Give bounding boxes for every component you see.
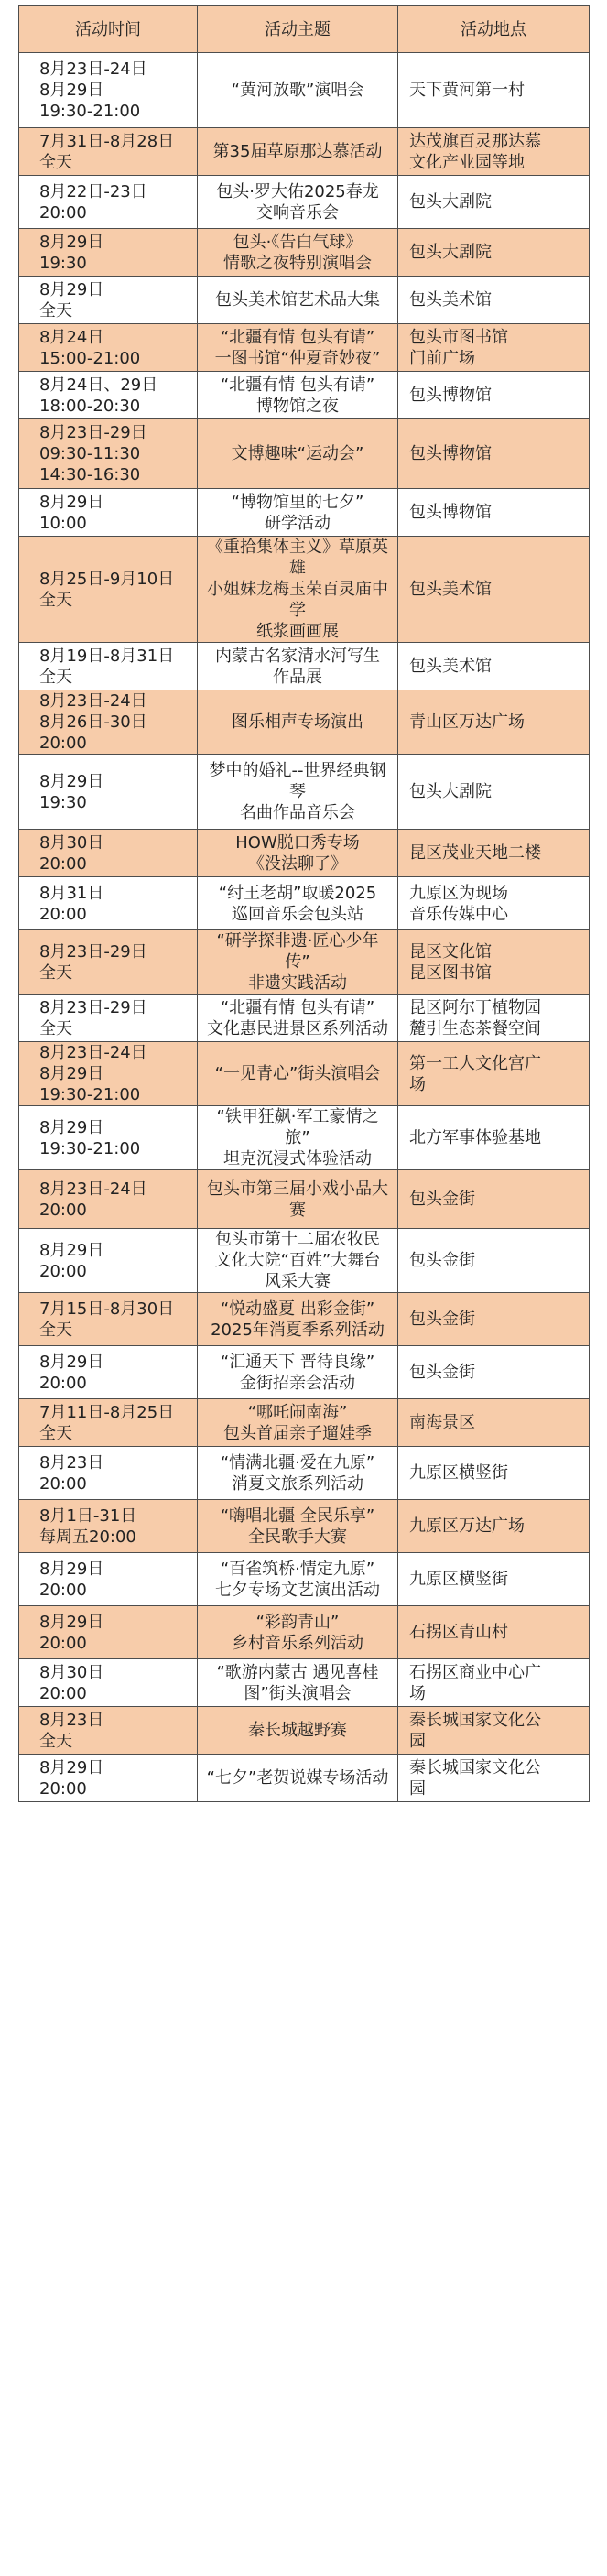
table-row — [19, 372, 590, 419]
cell-theme-line: 金街招亲会活动 — [240, 1373, 355, 1393]
cell-time — [19, 1106, 198, 1170]
cell-time-line: 20:00 — [39, 1261, 87, 1281]
cell-time — [19, 1346, 198, 1399]
cell-theme-line: 第35届草原那达慕活动 — [212, 142, 383, 161]
cell-place — [398, 1755, 590, 1802]
cell-time — [19, 419, 198, 489]
cell-time — [19, 1500, 198, 1553]
cell-time-line: 8月29日 — [39, 1352, 104, 1372]
cell-time-line: 全天 — [39, 300, 72, 321]
cell-theme-line: 全民歌手大赛 — [248, 1527, 347, 1547]
cell-place — [398, 1500, 590, 1553]
cell-theme — [198, 1293, 398, 1346]
cell-time-line: 8月29日 — [39, 1612, 104, 1632]
cell-theme-line: 坦克沉浸式体验活动 — [223, 1149, 372, 1168]
cell-place-line: 包头大剧院 — [409, 243, 492, 262]
cell-theme-line: “博物馆里的七夕” — [231, 492, 364, 512]
cell-theme — [198, 419, 398, 489]
cell-theme — [198, 1229, 398, 1293]
cell-theme-line: 包头市第十二届农牧民 — [215, 1230, 380, 1249]
cell-time — [19, 128, 198, 176]
cell-time-line: 8月29日 — [39, 1757, 104, 1777]
cell-theme-line: 包头·罗大佑2025春龙 — [216, 181, 379, 201]
cell-theme — [198, 1500, 398, 1553]
cell-time-line: 7月15日-8月30日 — [39, 1299, 175, 1319]
cell-theme — [198, 537, 398, 643]
table-row — [19, 690, 590, 755]
cell-theme-line: 包头·《告白气球》 — [233, 232, 363, 252]
cell-time — [19, 1170, 198, 1229]
cell-theme-line: 非遗实践活动 — [248, 973, 347, 993]
cell-theme-line: 一图书馆“仲夏奇妙夜” — [214, 348, 381, 368]
cell-theme-line: 乡村音乐系列活动 — [232, 1633, 363, 1653]
cell-theme-line: 文博趣味“运动会” — [231, 444, 364, 463]
cell-time — [19, 995, 198, 1042]
cell-theme-line: 旅” — [285, 1128, 310, 1147]
cell-place — [398, 1293, 590, 1346]
cell-place — [398, 1399, 590, 1447]
cell-time-line: 20:00 — [39, 1778, 87, 1799]
cell-theme — [198, 755, 398, 830]
cell-place-line: 青山区万达广场 — [409, 712, 525, 732]
cell-theme-line: 秦长城越野赛 — [248, 1721, 347, 1740]
cell-time-line: 8月23日 — [39, 1710, 104, 1730]
cell-place — [398, 1606, 590, 1659]
table-row — [19, 1606, 590, 1659]
cell-place — [398, 324, 590, 372]
cell-theme — [198, 1042, 398, 1106]
cell-theme — [198, 1659, 398, 1707]
cell-theme — [198, 877, 398, 930]
cell-theme-line: 作品展 — [273, 667, 322, 687]
cell-theme-line: 文化大院“百姓”大舞台 — [214, 1251, 381, 1270]
cell-theme-line: “北疆有情 包头有请” — [220, 327, 375, 347]
cell-place-line: 包头金街 — [409, 1251, 475, 1270]
table-row — [19, 1346, 590, 1399]
cell-place-line: 门前广场 — [409, 348, 475, 368]
cell-time-line: 8月24日 — [39, 327, 104, 347]
cell-theme-line: 纸浆画画展 — [256, 622, 339, 641]
cell-theme-line: 风采大赛 — [265, 1272, 331, 1291]
cell-time-line: 全天 — [39, 590, 72, 610]
cell-time-line: 全天 — [39, 1423, 72, 1443]
cell-time — [19, 1293, 198, 1346]
cell-place-line: 音乐传媒中心 — [409, 904, 508, 924]
cell-theme-line: 2025年消夏季系列活动 — [211, 1320, 385, 1340]
cell-time-line: 全天 — [39, 962, 72, 983]
cell-time-line: 14:30-16:30 — [39, 465, 141, 484]
cell-time — [19, 1447, 198, 1500]
cell-time-line: 18:00-20:30 — [39, 396, 141, 416]
cell-theme — [198, 128, 398, 176]
cell-place-line: 九原区为现场 — [409, 883, 508, 903]
cell-theme — [198, 489, 398, 537]
cell-theme — [198, 830, 398, 877]
cell-time-line: 8月29日 — [39, 81, 104, 100]
cell-theme-line: 文化惠民进景区系列活动 — [207, 1018, 388, 1038]
cell-time-line: 20:00 — [39, 1683, 87, 1703]
header-place: 活动地点 — [398, 6, 590, 53]
cell-theme-line: “铁甲狂飙·军工豪情之 — [216, 1107, 379, 1126]
cell-place-line: 秦长城国家文化公 — [409, 1757, 541, 1777]
cell-place-line: 包头博物馆 — [409, 503, 492, 522]
cell-place — [398, 1042, 590, 1106]
cell-theme-line: 图乐相声专场演出 — [232, 712, 363, 732]
cell-place-line: 麓引生态茶餐空间 — [409, 1018, 541, 1038]
cell-theme — [198, 1447, 398, 1500]
cell-time-line: 20:00 — [39, 1473, 87, 1494]
cell-place — [398, 277, 590, 324]
cell-theme-line: 七夕专场文艺演出活动 — [215, 1580, 380, 1600]
cell-place-line: 秦长城国家文化公 — [409, 1710, 541, 1730]
table-row — [19, 324, 590, 372]
cell-time-line: 19:30-21:00 — [39, 102, 141, 121]
cell-place-line: 昆区阿尔丁植物园 — [409, 997, 541, 1017]
cell-theme-line: “纣王老胡”取暖2025 — [218, 883, 377, 903]
cell-theme-line: 交响音乐会 — [256, 202, 339, 223]
cell-time-line: 20:00 — [39, 853, 87, 874]
cell-place — [398, 877, 590, 930]
cell-theme — [198, 690, 398, 755]
cell-place — [398, 53, 590, 128]
table-row — [19, 419, 590, 489]
cell-theme-line: 图”街头演唱会 — [244, 1683, 352, 1703]
cell-time-line: 09:30-11:30 — [39, 444, 141, 463]
cell-time-line: 全天 — [39, 1731, 72, 1751]
cell-theme-line: 博物馆之夜 — [256, 396, 339, 416]
cell-theme-line: 传” — [285, 952, 310, 972]
table-header-row — [19, 6, 590, 53]
cell-place-line: 包头金街 — [409, 1363, 475, 1382]
cell-place-line: 石拐区商业中心广 — [409, 1662, 541, 1682]
cell-place-line: 包头大剧院 — [409, 192, 492, 212]
cell-theme — [198, 1170, 398, 1229]
cell-theme-line: 琴 — [289, 782, 306, 801]
table-row — [19, 1170, 590, 1229]
cell-place-line: 场 — [409, 1074, 426, 1094]
cell-place-line: 昆区茂业天地二楼 — [409, 843, 541, 863]
cell-theme — [198, 1755, 398, 1802]
cell-theme — [198, 1707, 398, 1755]
cell-place — [398, 930, 590, 995]
table-row — [19, 830, 590, 877]
cell-place — [398, 229, 590, 277]
table-row — [19, 1755, 590, 1802]
cell-theme-line: “研学探非遗·匠心少年 — [216, 931, 379, 951]
table-row — [19, 1707, 590, 1755]
cell-theme-line: 赛 — [289, 1200, 306, 1220]
cell-time-line: 8月1日-31日 — [39, 1505, 137, 1526]
cell-time — [19, 1707, 198, 1755]
cell-theme — [198, 324, 398, 372]
cell-theme-line: 雄 — [289, 559, 306, 578]
cell-place — [398, 489, 590, 537]
cell-place-line: 包头美术馆 — [409, 580, 492, 599]
cell-place-line: 包头大剧院 — [409, 782, 492, 801]
cell-theme — [198, 643, 398, 690]
cell-time-line: 8月22日-23日 — [39, 181, 147, 201]
table-row — [19, 1293, 590, 1346]
cell-time-line: 全天 — [39, 1320, 72, 1340]
cell-time-line: 全天 — [39, 1018, 72, 1038]
cell-place-line: 九原区万达广场 — [409, 1516, 525, 1536]
cell-place-line: 包头市图书馆 — [409, 327, 508, 347]
cell-time — [19, 176, 198, 229]
cell-place-line: 石拐区青山村 — [409, 1623, 508, 1642]
table-row — [19, 489, 590, 537]
cell-time-line: 8月29日 — [39, 492, 104, 512]
cell-time-line: 每周五20:00 — [39, 1527, 136, 1547]
cell-theme — [198, 995, 398, 1042]
cell-theme — [198, 229, 398, 277]
cell-place — [398, 1346, 590, 1399]
cell-theme-line: 包头美术馆艺术品大集 — [215, 290, 380, 310]
cell-time-line: 8月29日 — [39, 1064, 104, 1083]
cell-place-line: 场 — [409, 1683, 426, 1703]
cell-time-line: 20:00 — [39, 1580, 87, 1600]
cell-time-line: 8月23日 — [39, 1452, 104, 1473]
cell-place — [398, 1553, 590, 1606]
cell-theme-line: 巡回音乐会包头站 — [232, 904, 363, 924]
cell-place — [398, 128, 590, 176]
table-row — [19, 277, 590, 324]
cell-time-line: 8月29日 — [39, 279, 104, 299]
events-table — [18, 5, 590, 1802]
table-row — [19, 53, 590, 128]
cell-time-line: 20:00 — [39, 1373, 87, 1393]
cell-place-line: 园 — [409, 1731, 426, 1751]
cell-time-line: 8月23日-24日 — [39, 1043, 147, 1062]
cell-theme-line: “悦动盛夏 出彩金街” — [220, 1299, 375, 1319]
cell-time — [19, 229, 198, 277]
cell-theme — [198, 930, 398, 995]
cell-time-line: 8月29日 — [39, 771, 104, 791]
cell-place — [398, 537, 590, 643]
cell-theme-line: 消夏文旅系列活动 — [232, 1473, 363, 1494]
cell-place — [398, 1447, 590, 1500]
cell-time — [19, 537, 198, 643]
cell-time — [19, 690, 198, 755]
cell-time — [19, 1755, 198, 1802]
cell-place-line: 达茂旗百灵那达慕 — [409, 131, 541, 151]
cell-place — [398, 176, 590, 229]
cell-theme — [198, 1106, 398, 1170]
cell-place — [398, 643, 590, 690]
cell-time-line: 8月29日 — [39, 1240, 104, 1260]
cell-theme — [198, 277, 398, 324]
cell-theme-line: “北疆有情 包头有请” — [220, 997, 375, 1017]
cell-place-line: 第一工人文化宫广 — [409, 1053, 541, 1073]
cell-theme-line: “哪吒闹南海” — [247, 1402, 348, 1422]
table-row — [19, 1042, 590, 1106]
cell-place-line: 包头博物馆 — [409, 386, 492, 405]
table-row — [19, 1229, 590, 1293]
cell-time — [19, 1042, 198, 1106]
cell-theme-line: HOW脱口秀专场 — [235, 832, 360, 853]
cell-time — [19, 1553, 198, 1606]
cell-time-line: 20:00 — [39, 1633, 87, 1653]
cell-time-line: 8月26日-30日 — [39, 712, 147, 732]
cell-time-line: 8月24日、29日 — [39, 375, 158, 395]
table-row — [19, 1553, 590, 1606]
cell-time-line: 8月29日 — [39, 1559, 104, 1579]
cell-place-line: 文化产业园等地 — [409, 152, 525, 172]
cell-theme-line: “歌游内蒙古 遇见喜桂 — [216, 1662, 379, 1682]
cell-theme-line: 小姐妹龙梅玉荣百灵庙中 — [207, 580, 388, 599]
cell-time-line: 8月29日 — [39, 1117, 104, 1137]
cell-place — [398, 419, 590, 489]
cell-place-line: 昆区图书馆 — [409, 962, 492, 983]
cell-theme — [198, 1606, 398, 1659]
cell-place-line: 南海景区 — [409, 1413, 475, 1432]
cell-place-line: 九原区横竖街 — [409, 1463, 508, 1483]
cell-time-line: 19:30 — [39, 792, 87, 812]
table-row — [19, 1106, 590, 1170]
cell-place — [398, 1106, 590, 1170]
cell-theme-line: “北疆有情 包头有请” — [220, 375, 375, 395]
cell-place — [398, 372, 590, 419]
table-row — [19, 755, 590, 830]
cell-place-line: 包头金街 — [409, 1190, 475, 1209]
cell-time-line: 8月23日-29日 — [39, 997, 147, 1017]
cell-time-line: 20:00 — [39, 904, 87, 924]
cell-theme — [198, 1553, 398, 1606]
cell-theme-line: 梦中的婚礼--世界经典钢 — [209, 761, 386, 780]
cell-place — [398, 830, 590, 877]
cell-time — [19, 489, 198, 537]
header-time: 活动时间 — [19, 6, 198, 53]
cell-time — [19, 53, 198, 128]
cell-theme — [198, 53, 398, 128]
cell-place — [398, 1170, 590, 1229]
cell-time-line: 19:30-21:00 — [39, 1138, 141, 1158]
cell-theme-line: “情满北疆·爱在九原” — [220, 1452, 375, 1473]
cell-place — [398, 755, 590, 830]
table-row — [19, 128, 590, 176]
cell-place — [398, 1229, 590, 1293]
cell-place-line: 包头博物馆 — [409, 444, 492, 463]
cell-theme — [198, 176, 398, 229]
table-row — [19, 229, 590, 277]
cell-place-line: 包头美术馆 — [409, 290, 492, 310]
cell-place-line: 天下黄河第一村 — [409, 81, 525, 100]
cell-time — [19, 277, 198, 324]
cell-time-line: 8月25日-9月10日 — [39, 569, 175, 589]
cell-time-line: 7月11日-8月25日 — [39, 1402, 175, 1422]
cell-time — [19, 930, 198, 995]
cell-time — [19, 1606, 198, 1659]
cell-place-line: 包头金街 — [409, 1310, 475, 1329]
cell-time-line: 8月30日 — [39, 1662, 104, 1682]
cell-place — [398, 995, 590, 1042]
cell-theme-line: “一见青心”街头演唱会 — [214, 1064, 381, 1083]
cell-theme-line: 内蒙古名家清水河写生 — [215, 646, 380, 666]
cell-theme-line: 包头首届亲子遛娃季 — [223, 1423, 372, 1443]
table-row — [19, 877, 590, 930]
table-row — [19, 1500, 590, 1553]
cell-theme-line: 研学活动 — [265, 513, 331, 533]
cell-theme-line: 学 — [289, 601, 306, 620]
cell-theme-line: “黄河放歌”演唱会 — [231, 81, 364, 100]
cell-theme-line: “彩韵青山” — [255, 1612, 340, 1632]
cell-time-line: 19:30 — [39, 253, 87, 273]
cell-time-line: 8月23日-24日 — [39, 60, 147, 79]
cell-place — [398, 1707, 590, 1755]
cell-time-line: 15:00-21:00 — [39, 348, 141, 368]
table-row — [19, 1399, 590, 1447]
table-row — [19, 643, 590, 690]
cell-theme-line: 名曲作品音乐会 — [240, 803, 355, 822]
table-body — [19, 53, 590, 1802]
cell-time-line: 全天 — [39, 152, 72, 172]
cell-time-line: 8月31日 — [39, 883, 104, 903]
cell-time — [19, 372, 198, 419]
cell-time-line: 8月19日-8月31日 — [39, 646, 175, 666]
cell-time-line: 8月30日 — [39, 832, 104, 853]
cell-time — [19, 1399, 198, 1447]
cell-time-line: 20:00 — [39, 1200, 87, 1220]
cell-place-line: 园 — [409, 1778, 426, 1799]
cell-time — [19, 830, 198, 877]
cell-place-line: 九原区横竖街 — [409, 1570, 508, 1589]
cell-theme-line: 《重拾集体主义》草原英 — [207, 538, 388, 557]
cell-time-line: 8月23日-29日 — [39, 423, 147, 442]
cell-time — [19, 324, 198, 372]
cell-theme-line: “嗨唱北疆 全民乐享” — [220, 1505, 375, 1526]
cell-time-line: 20:00 — [39, 202, 87, 223]
table-row — [19, 1447, 590, 1500]
cell-time-line: 8月29日 — [39, 232, 104, 252]
cell-theme-line: 包头市第三届小戏小品大 — [207, 1179, 388, 1199]
cell-theme-line: “汇通天下 晋待良缘” — [220, 1352, 375, 1372]
cell-time-line: 20:00 — [39, 734, 87, 753]
table-row — [19, 930, 590, 995]
cell-time — [19, 1659, 198, 1707]
cell-time-line: 全天 — [39, 667, 72, 687]
cell-time — [19, 755, 198, 830]
header-theme: 活动主题 — [198, 6, 398, 53]
cell-time-line: 8月23日-24日 — [39, 691, 147, 711]
cell-theme — [198, 1346, 398, 1399]
cell-place-line: 北方军事体验基地 — [409, 1128, 541, 1147]
cell-time — [19, 1229, 198, 1293]
cell-theme-line: 情歌之夜特别演唱会 — [223, 253, 372, 273]
table-row — [19, 537, 590, 643]
table-row — [19, 995, 590, 1042]
cell-place — [398, 690, 590, 755]
cell-time-line: 19:30-21:00 — [39, 1085, 141, 1104]
cell-theme-line: “百雀筑桥·情定九原” — [220, 1559, 375, 1579]
cell-theme — [198, 372, 398, 419]
cell-place-line: 包头美术馆 — [409, 657, 492, 676]
cell-theme — [198, 1399, 398, 1447]
cell-theme-line: “七夕”老贺说媒专场活动 — [206, 1768, 389, 1788]
cell-time-line: 7月31日-8月28日 — [39, 131, 175, 151]
cell-place — [398, 1659, 590, 1707]
cell-time-line: 8月23日-29日 — [39, 941, 147, 962]
cell-time-line: 10:00 — [39, 513, 87, 533]
cell-time-line: 8月23日-24日 — [39, 1179, 147, 1199]
table-row — [19, 176, 590, 229]
cell-time — [19, 643, 198, 690]
cell-place-line: 昆区文化馆 — [409, 941, 492, 962]
table-row — [19, 1659, 590, 1707]
cell-theme-line: 《没法聊了》 — [248, 853, 347, 874]
cell-time — [19, 877, 198, 930]
